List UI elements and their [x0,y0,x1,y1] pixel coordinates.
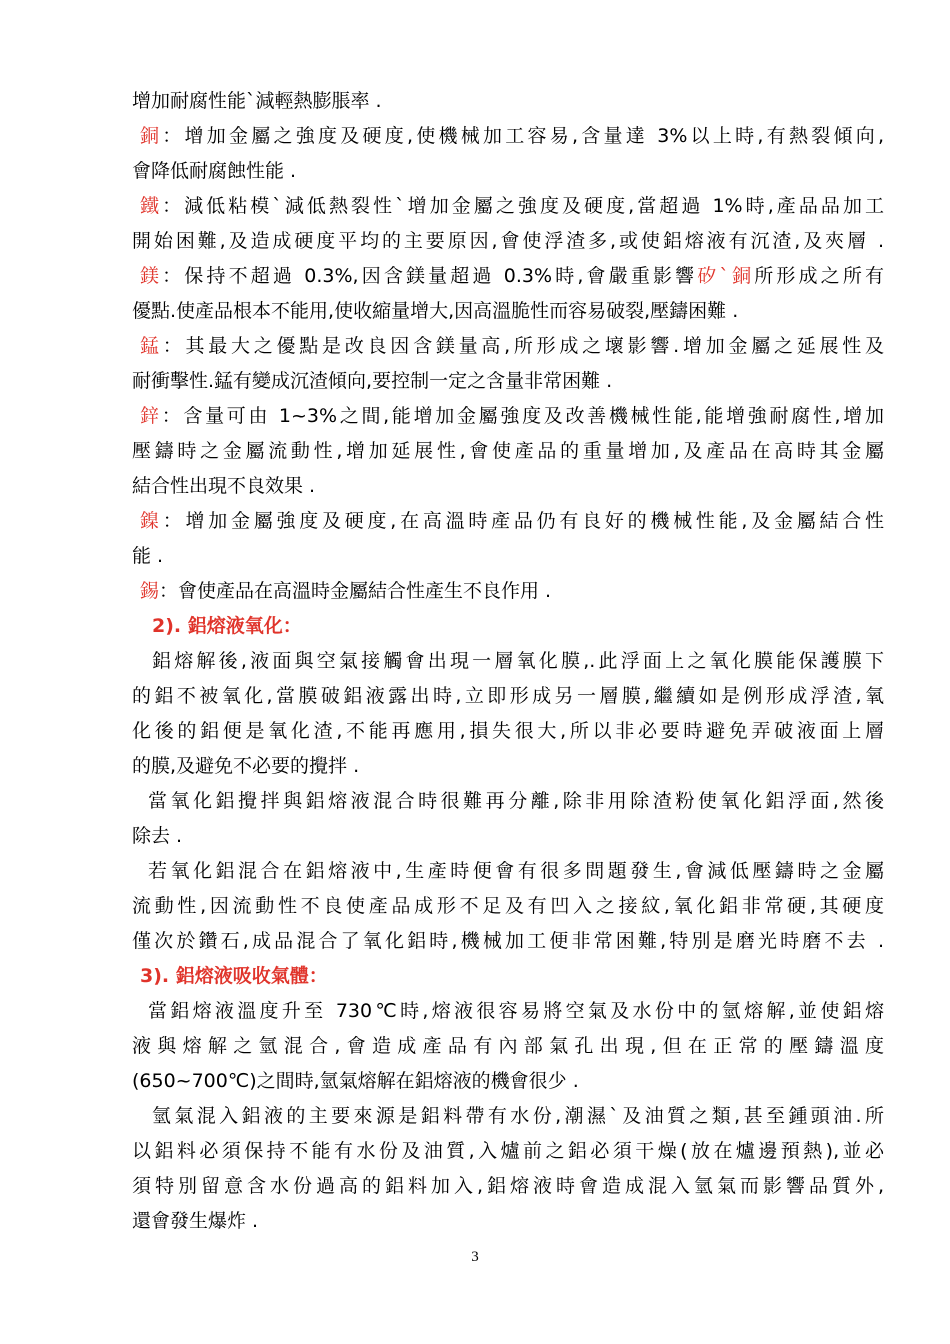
copper-text-2: 會降低耐腐蝕性能 . [132,160,297,182]
nickel-text-2: 能 . [132,545,164,567]
section-3-para-2-line-3: 須特別留意含水份過高的鋁料加入,鋁熔液時會造成混入氫氣而影響品質外, [132,1175,884,1197]
iron-text-2: 開始困難,及造成硬度平均的主要原因,會使浮渣多,或使鋁熔液有沉渣,及夾層 . [132,230,884,252]
magnesium-text-1a: ：保持不超過 0.3%,因含鎂量超過 0.3%時,會嚴重影響 [162,265,698,287]
copper-label: 銅 [140,125,163,147]
section-2-para-1-line-1: 鋁熔解後,液面與空氣接觸會出現一層氧化膜,.此浮面上之氧化膜能保護膜下 [152,650,884,672]
manganese-text-1: ：其最大之優點是改良因含鎂量高,所形成之壞影響.增加金屬之延展性及 [162,335,884,357]
magnesium-line-1 [132,259,884,294]
section-2-para-1-line-4: 的膜,及避免不必要的攪拌 . [132,755,360,777]
iron-text-1: ：減低粘模`減低熱裂性`增加金屬之強度及硬度,當超過 1%時,產品品加工 [162,195,884,217]
copper-line-1 [132,119,884,154]
zinc-text-3: 結合性出現不良效果 . [132,475,316,497]
section-2-para-2-line-1: 當氧化鋁攪拌與鋁熔液混合時很難再分離,除非用除渣粉使氧化鋁浮面,然後 [148,790,884,812]
section-3-para-2-line-1: 氫氣混入鋁液的主要來源是鋁料帶有水份,潮濕`及油質之類,甚至鍾頭油.所 [152,1105,884,1127]
section-2-para-1-line-3: 化後的鋁便是氧化渣,不能再應用,損失很大,所以非必要時避免弄破液面上層 [132,720,884,742]
nickel-line-1 [132,504,884,539]
zinc-text-2: 壓鑄時之金屬流動性,增加延展性,會使產品的重量增加,及產品在高時其金屬 [132,440,884,462]
nickel-text-1: ：增加金屬強度及硬度,在高溫時產品仍有良好的機械性能,及金屬結合性 [162,510,884,532]
magnesium-text-1b: 所形成之所有 [754,265,884,287]
nickel-label: 鎳 [140,510,163,532]
zinc-label: 鋅 [140,405,162,427]
page-number: 3 [471,1249,479,1265]
magnesium-label: 鎂 [140,265,163,287]
zinc-line-1 [132,399,884,434]
magnesium-text-2: 優點.使產品根本不能用,使收縮量增大,因高溫脆性而容易破裂,壓鑄困難 . [132,300,739,322]
section-3-para-2-line-2: 以鋁料必須保持不能有水份及油質,入爐前之鋁必須干燥(放在爐邊預熱),並必 [132,1140,884,1162]
alloy-intro-tail: 增加耐腐性能`減輕熱膨脹率 . [132,90,382,112]
iron-line-1 [132,189,884,224]
section-2-heading: 2). 鋁熔液氧化： [152,615,302,637]
document-page [132,84,884,1239]
section-2-para-2-line-2: 除去 . [132,825,183,847]
section-2-para-3-line-2: 流動性,因流動性不良使產品成形不足及有凹入之接紋,氧化鋁非常硬,其硬度 [132,895,884,917]
tin-line-1 [132,574,884,609]
zinc-text-1: ：含量可由 1~3%之間,能增加金屬強度及改善機械性能,能增強耐腐性,增加 [161,405,884,427]
section-2-para-1-line-2: 的鋁不被氧化,當膜破鋁液露出時,立即形成另一層膜,繼續如是例形成浮渣,氧 [132,685,884,707]
section-3-heading: 3). 鋁熔液吸收氣體： [140,965,328,987]
magnesium-highlight: 矽`銅 [697,265,755,287]
section-2-para-3-line-1: 若氧化鋁混合在鋁熔液中,生產時便會有很多問題發生,會減低壓鑄時之金屬 [148,860,884,882]
manganese-text-2: 耐衝擊性.錳有變成沉渣傾向,要控制一定之含量非常困難 . [132,370,613,392]
manganese-label: 錳 [140,335,163,357]
section-3-para-2-line-4: 還會發生爆炸 . [132,1210,259,1232]
iron-label: 鐵 [140,195,163,217]
tin-text-1: ：會使產品在高溫時金屬結合性產生不良作用 . [159,580,552,602]
section-3-para-1-line-3: (650~700℃)之間時,氫氣熔解在鋁熔液的機會很少 . [132,1070,579,1092]
section-2-para-3-line-3: 僅次於鑽石,成品混合了氧化鋁時,機械加工便非常困難,特別是磨光時磨不去 . [132,930,884,952]
section-3-para-1-line-1: 當鋁熔液溫度升至 730℃時,熔液很容易將空氣及水份中的氫熔解,並使鋁熔 [148,1000,884,1022]
section-3-para-1-line-2: 液與熔解之氫混合,會造成產品有內部氣孔出現,但在正常的壓鑄溫度 [132,1035,884,1057]
manganese-line-1 [132,329,884,364]
tin-label: 錫 [140,580,160,602]
copper-text-1: ：增加金屬之強度及硬度,使機械加工容易,含量達 3%以上時,有熱裂傾向, [162,125,884,147]
